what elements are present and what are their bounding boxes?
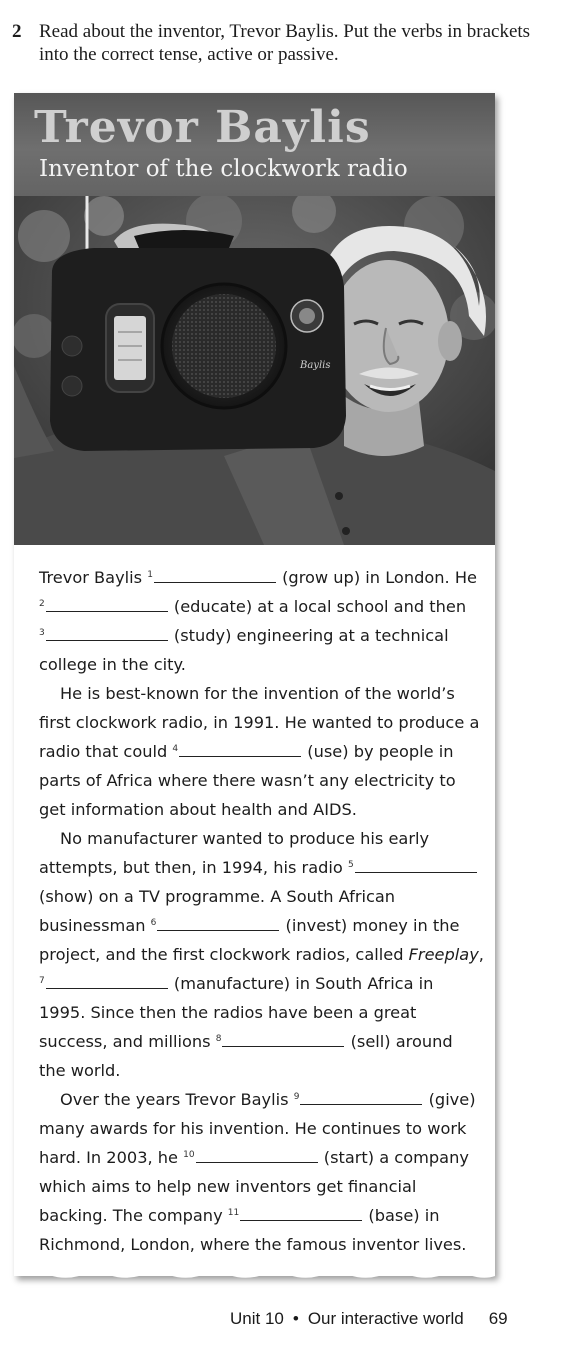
gap-number: 9 [293, 1092, 300, 1102]
footer-unit: Unit 10 [230, 1309, 284, 1328]
text-run: Over the years Trevor Baylis [60, 1090, 294, 1109]
gap-3 [39, 626, 169, 645]
gap-8 [216, 1032, 346, 1051]
answer-blank[interactable] [154, 568, 276, 583]
gap-1 [147, 568, 277, 587]
article-paragraph [39, 563, 484, 679]
answer-blank[interactable] [240, 1206, 362, 1221]
text-run: (use) by people in parts of Africa where there wasn’t any electricity to get information about health and AIDS. [39, 742, 456, 819]
page-number: 69 [488, 1309, 508, 1328]
inventor-photo [14, 196, 495, 545]
exercise-instruction [12, 20, 552, 66]
text-run: , [478, 945, 484, 964]
exercise-number: 2 [12, 21, 22, 42]
article-paragraph [39, 824, 484, 1085]
text-run: (give) many awards for his invention. He continues to work hard. In 2003, he [39, 1090, 476, 1167]
footer-section: Our interactive world [307, 1309, 464, 1328]
gap-10 [183, 1148, 318, 1167]
article-card [14, 93, 495, 1276]
gap-number: 4 [172, 744, 179, 754]
answer-blank[interactable] [196, 1148, 318, 1163]
torn-edge [14, 1270, 495, 1282]
article-title: Trevor Baylis [34, 102, 371, 153]
italic-title: Freeplay [408, 945, 479, 964]
footer-separator: • [292, 1309, 299, 1328]
text-run: He is best-known for the invention of the world’s first clockwork radio, in 1991. He wanted to produce a radio that could [39, 684, 480, 761]
gap-5 [348, 858, 478, 877]
answer-blank[interactable] [355, 858, 477, 873]
inventor-photo-illustration [14, 196, 495, 545]
gap-6 [151, 916, 281, 935]
gap-11 [228, 1206, 363, 1225]
gap-7 [39, 974, 169, 993]
gap-number: 2 [39, 599, 45, 609]
answer-blank[interactable] [179, 742, 301, 757]
answer-blank[interactable] [46, 626, 168, 641]
text-run: No manufacturer wanted to produce his early attempts, but then, in 1994, his radio [39, 829, 430, 877]
text-run: (base) in Richmond, London, where the famous inventor lives. [39, 1206, 467, 1254]
gap-number: 3 [39, 628, 45, 638]
gap-4 [172, 742, 302, 761]
text-run: (educate) at a local school and then [168, 597, 467, 616]
radio-brand-label: Baylis [300, 360, 331, 371]
gap-number: 6 [150, 918, 157, 928]
answer-blank[interactable] [46, 597, 168, 612]
text-run: (sell) around the world. [39, 1032, 453, 1080]
text-run: (grow up) in London. He [276, 568, 477, 587]
gap-number: 11 [227, 1208, 240, 1218]
text-run: (show) on a TV programme. A South African businessman [39, 887, 396, 935]
answer-blank[interactable] [157, 916, 279, 931]
article-paragraph [39, 679, 484, 824]
answer-blank[interactable] [46, 974, 168, 989]
text-run: (start) a company which aims to help new inventors get financial backing. The company [39, 1148, 469, 1225]
answer-blank[interactable] [300, 1090, 422, 1105]
gap-number: 5 [347, 860, 354, 870]
text-run: (invest) money in the project, and the first clockwork radios, called [39, 916, 460, 964]
gap-number: 1 [147, 570, 153, 580]
gap-number: 8 [215, 1034, 222, 1044]
text-run: (manufacture) in South Africa in 1995. Since then the radios have been a great success, and millions [39, 974, 434, 1051]
gap-9 [294, 1090, 424, 1109]
text-run: (study) engineering at a technical college in the city. [39, 626, 449, 674]
instruction-text: Read about the inventor, Trevor Baylis. Put the verbs in brackets into the correct tense, active or passive. [39, 21, 531, 65]
article-banner [14, 93, 495, 196]
article-body [39, 563, 484, 1259]
answer-blank[interactable] [222, 1032, 344, 1047]
article-subtitle: Inventor of the clockwork radio [39, 156, 408, 182]
gap-number: 10 [183, 1150, 195, 1160]
gap-2 [39, 597, 169, 616]
article-paragraph [39, 1085, 484, 1259]
gap-number: 7 [39, 976, 45, 986]
page-footer [230, 1308, 508, 1330]
text-run: Trevor Baylis [39, 568, 148, 587]
